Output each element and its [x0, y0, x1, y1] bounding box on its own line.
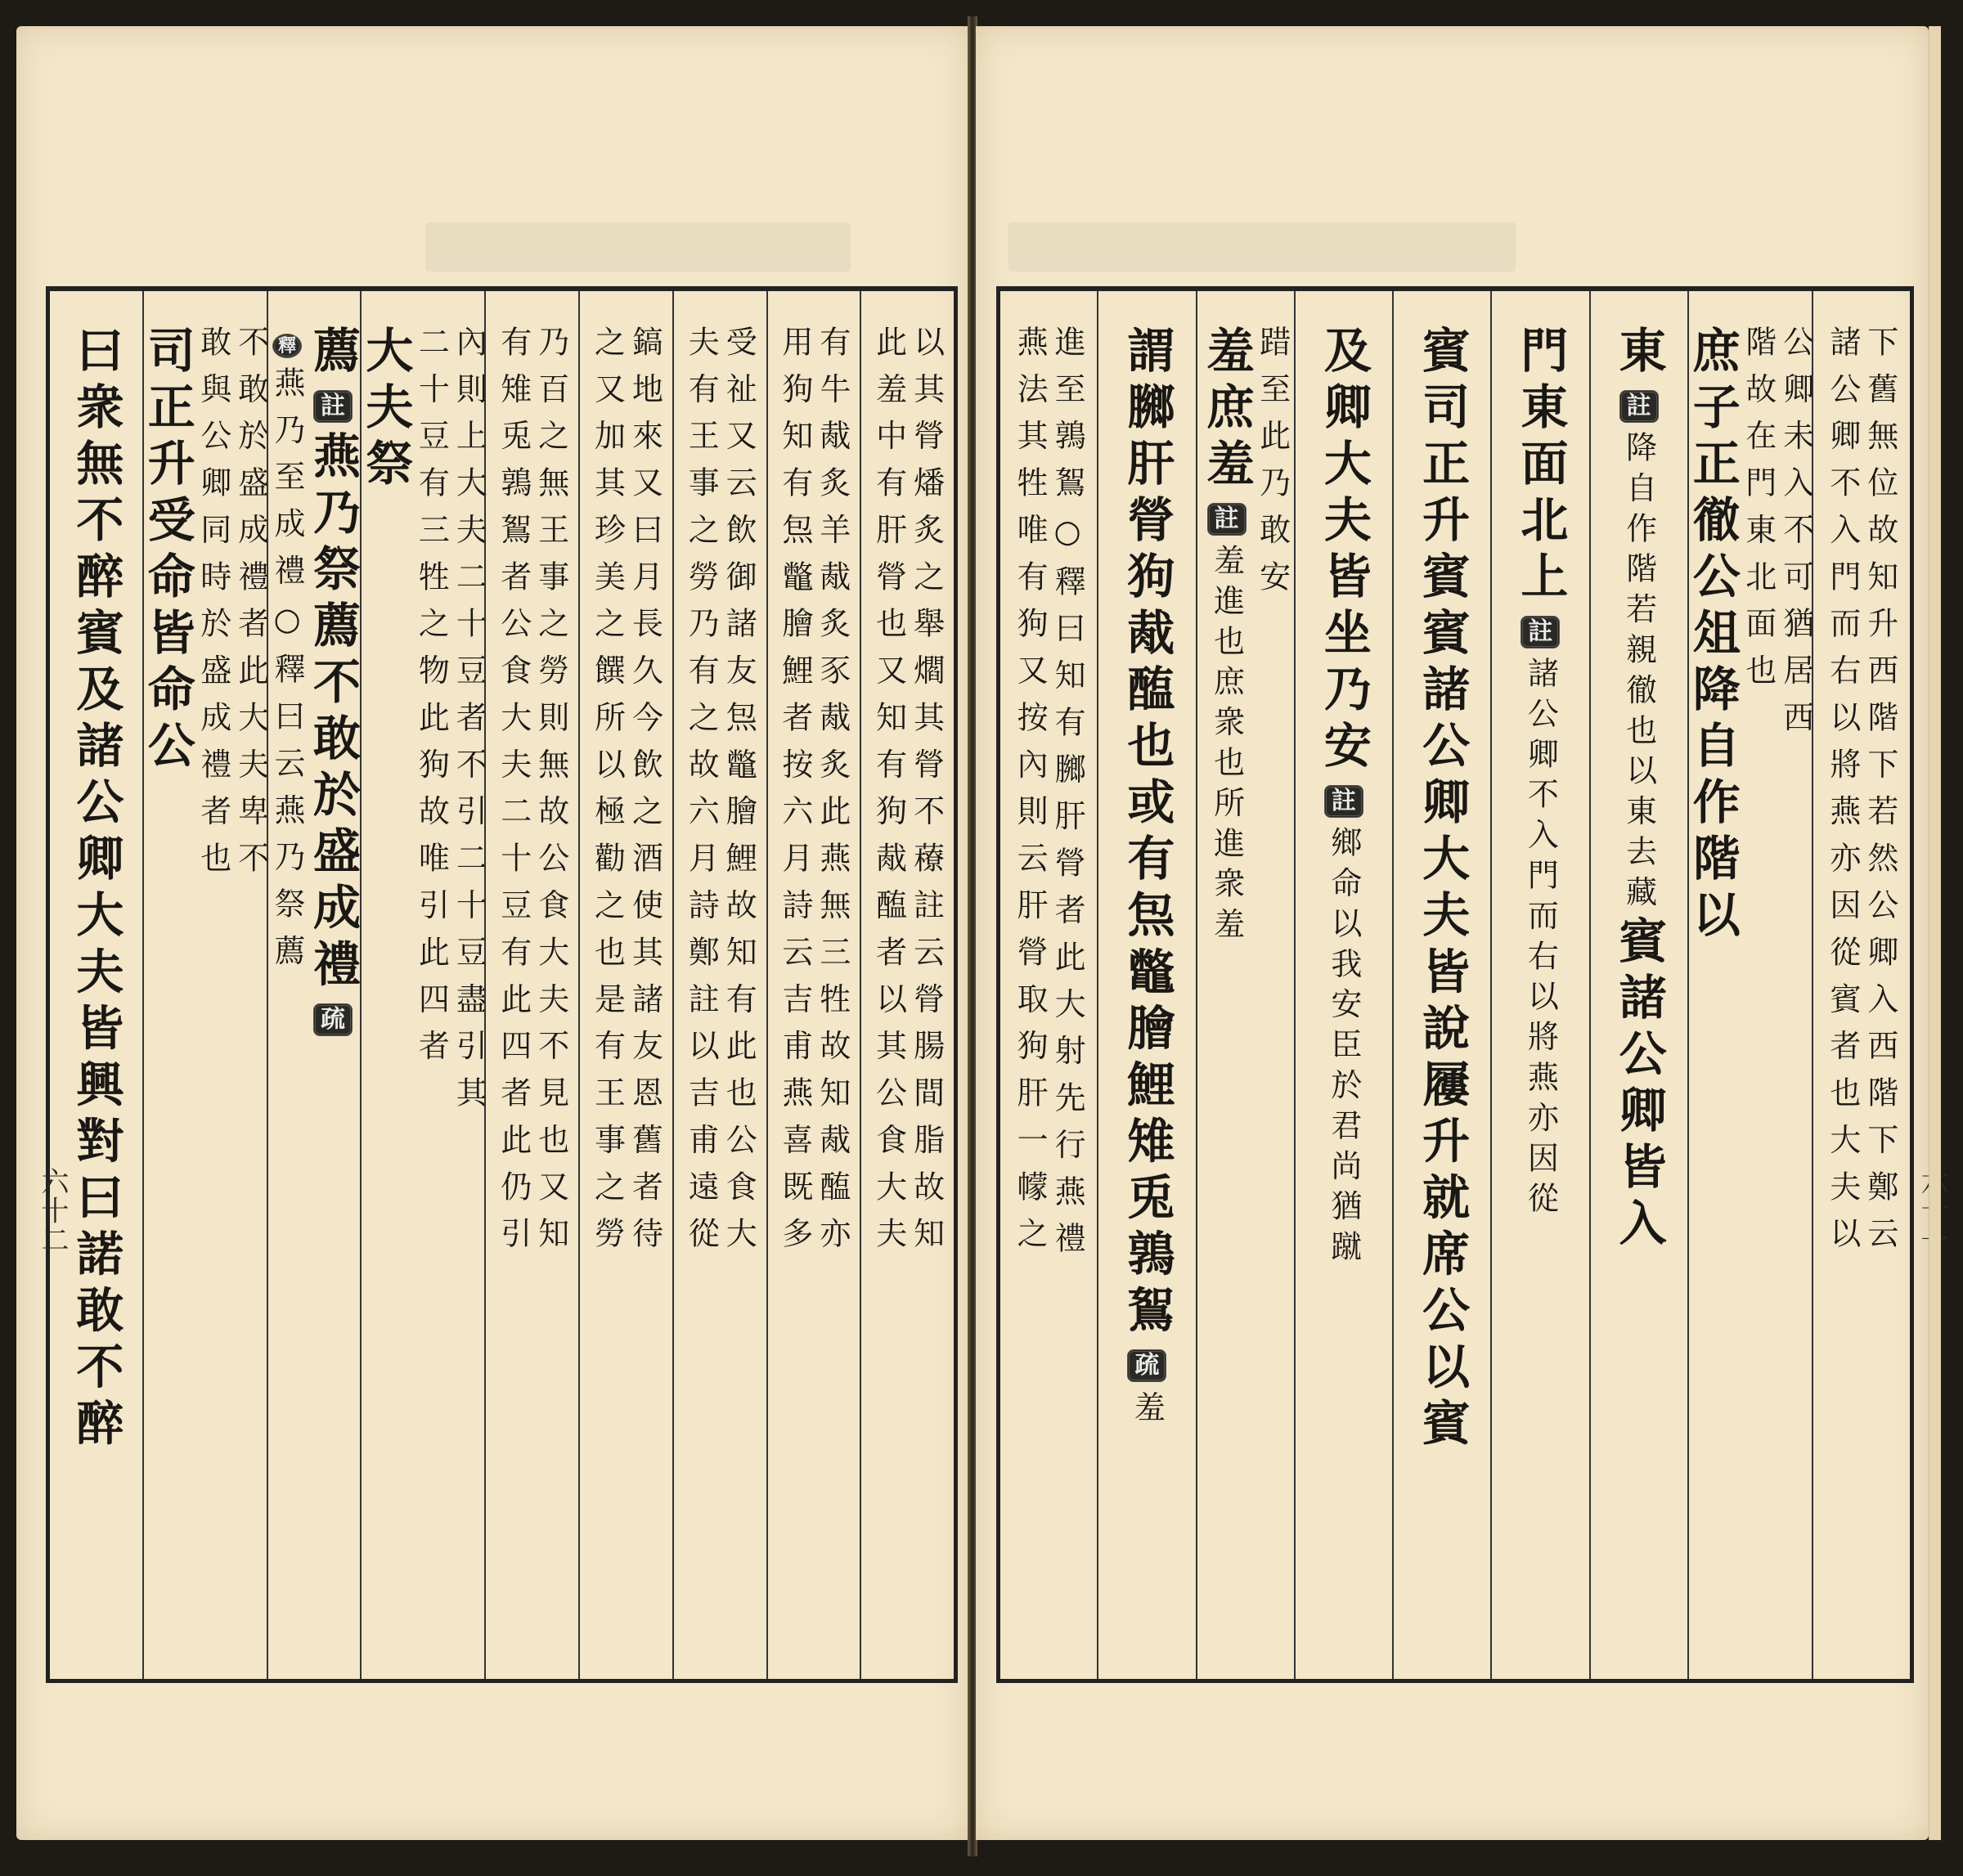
- text-segment: 夫有王事之勞乃有之故六月詩鄭註以吉甫遠從: [683, 325, 720, 1264]
- text-column: [267, 291, 361, 1679]
- commentary-line: [814, 325, 851, 1679]
- text-segment: 有牛胾炙羊胾炙豕胾炙此燕無三牲故知胾醢亦: [814, 325, 851, 1264]
- annotation-text: 羞進也庶衆也所進衆羞: [1208, 544, 1245, 949]
- main-text-line: [1610, 325, 1667, 1679]
- text-segment: 燕法其牲唯有狗又按內則云肝膋取狗肝一幪之: [1012, 325, 1049, 1264]
- commentary-line: [1012, 325, 1049, 1679]
- commentary-line: [1254, 325, 1291, 1679]
- text-column: [578, 291, 672, 1679]
- text-segment: 內則上大夫二十豆者不引二十豆盡引其: [451, 325, 487, 1124]
- text-column: [1000, 291, 1097, 1679]
- text-column: [50, 291, 142, 1679]
- text-column: [1097, 291, 1195, 1679]
- text-column: [484, 291, 578, 1679]
- text-segment: 以其膋燔炙之舉爓其膋不䕩註云膋腸間脂故知: [908, 325, 945, 1264]
- text-column: [860, 291, 954, 1679]
- page-edge: [1929, 26, 1941, 1840]
- text-segment: 公卿未入不可猶居西: [1777, 325, 1814, 748]
- text-column: [1812, 291, 1910, 1679]
- text-segment: 此羞中有肝膋也又知有狗胾醢者以其公食大夫: [870, 325, 907, 1264]
- text-segment: 乃百之無王事之勞則無故公食大夫不見也又知: [532, 325, 569, 1264]
- right-columns: [1000, 291, 1910, 1679]
- text-segment: 東: [1610, 325, 1667, 383]
- commentary-line: [532, 325, 569, 1679]
- text-column: [139, 291, 269, 1679]
- text-segment: 下舊無位故知升西階下若然公卿入西階下鄭云: [1862, 325, 1898, 1264]
- text-segment: 庶子正徹公俎降自作階以: [1684, 325, 1741, 947]
- left-columns: [50, 291, 954, 1679]
- text-segment: 有雉兎鶉鴽者公食大夫二十豆有此四者此仍引: [495, 325, 532, 1264]
- commentary-line: [1824, 325, 1861, 1679]
- main-text-line: [1198, 325, 1255, 1679]
- text-segment: 大夫祭: [357, 325, 414, 496]
- annotation-seal-mark: 註: [1619, 390, 1659, 423]
- text-column: [766, 291, 860, 1679]
- text-segment: 敢與公卿同時於盛成禮者也: [195, 325, 231, 889]
- commentary-line: [495, 325, 532, 1679]
- text-segment: 及卿大夫皆坐乃安: [1315, 325, 1372, 778]
- text-column: [357, 291, 487, 1679]
- main-text-line: [1684, 325, 1741, 1679]
- commentary-line: [1862, 325, 1898, 1679]
- annotation-text: 羞: [1129, 1390, 1166, 1431]
- text-segment: 羞庶羞: [1198, 325, 1255, 496]
- left-folio-number: 六十二: [36, 1167, 69, 1255]
- text-segment: 釋曰云燕乃祭薦: [269, 653, 306, 981]
- text-column: [1589, 291, 1687, 1679]
- commentary-line: [589, 325, 626, 1679]
- text-segment: 司正升受命皆命公: [139, 325, 195, 778]
- commentary-line: [627, 325, 663, 1679]
- text-segment: 鎬地來又曰月長久今飲之酒使其諸友恩舊者待: [627, 325, 663, 1264]
- commentary-line: [776, 325, 813, 1679]
- text-segment: 門東面北上: [1512, 325, 1569, 608]
- text-segment: 用狗知有炰鼈膾鯉者按六月詩云吉甫燕喜既多: [776, 325, 813, 1264]
- text-segment: 進至鶉鴽○釋曰知有膷肝膋者此大射先行燕禮: [1049, 325, 1086, 1269]
- main-text-line: [1315, 325, 1372, 1679]
- commentary-line: [683, 325, 720, 1679]
- text-segment: 二十豆有三牲之物此狗故唯引此四者: [413, 325, 450, 1077]
- text-column: [1196, 291, 1294, 1679]
- main-text-line: [1512, 325, 1569, 1679]
- annotation-text: 諸公卿不入門而右以將燕亦因從: [1522, 657, 1559, 1223]
- annotation-seal-mark: 註: [1207, 503, 1247, 536]
- annotation-seal-mark: 註: [313, 390, 353, 423]
- main-text-line: [68, 325, 124, 1679]
- text-segment: 賓諸公卿皆入: [1610, 915, 1667, 1254]
- commentary-line: [908, 325, 945, 1679]
- commentary-line: [195, 325, 231, 1679]
- annotation-text: 鄉命以我安臣於君尚猶蹴: [1325, 826, 1362, 1271]
- text-column: [1490, 291, 1588, 1679]
- main-text-line: [1119, 325, 1175, 1679]
- text-segment: 賓司正升賓賓諸公卿大夫皆說屨升就席公以賓: [1414, 325, 1471, 1455]
- annotation-seal-mark: 疏: [1127, 1349, 1166, 1382]
- text-segment: 薦: [305, 325, 362, 383]
- commentary-seal-mark: 疏: [313, 1003, 353, 1036]
- commentary-line: [269, 325, 306, 1679]
- main-text-line: [357, 325, 414, 1679]
- text-segment: 階故在門東北面也: [1740, 325, 1777, 702]
- text-segment: 曰衆無不醉賓及諸公卿大夫皆興對曰諾敢不醉: [68, 325, 124, 1455]
- text-segment: 謂膷肝膋狗胾醢也或有炰鼈膾鯉雉兎鶉鴽: [1119, 325, 1175, 1342]
- main-text-line: [139, 325, 195, 1679]
- annotation-seal-mark: 註: [1324, 785, 1363, 818]
- text-segment: 踖至此乃敢安: [1254, 325, 1291, 608]
- left-page: [16, 26, 969, 1840]
- commentary-line: [1740, 325, 1777, 1679]
- bleed-through-stain: [1008, 222, 1516, 272]
- text-segment: 燕乃祭薦不敢於盛成禮: [305, 431, 362, 996]
- text-column: [1294, 291, 1392, 1679]
- commentary-line: [1777, 325, 1814, 1679]
- commentary-seal-mark: 釋: [272, 334, 302, 358]
- text-column: [1392, 291, 1490, 1679]
- commentary-segment: 燕乃至成禮○: [269, 366, 306, 653]
- main-text-line: [305, 325, 362, 1679]
- text-column: [672, 291, 766, 1679]
- commentary-line: [451, 325, 487, 1679]
- right-text-frame: [996, 286, 1914, 1683]
- main-text-line: [1414, 325, 1471, 1679]
- commentary-line: [413, 325, 450, 1679]
- bleed-through-stain: [425, 222, 851, 272]
- commentary-line: [1049, 325, 1086, 1679]
- commentary-line: [870, 325, 907, 1679]
- annotation-seal-mark: 註: [1521, 616, 1560, 649]
- text-segment: 不敢於盛成禮者此大夫卑不: [232, 325, 269, 889]
- annotation-text: 降自作階若親徹也以東去藏: [1620, 431, 1657, 916]
- text-column: [1684, 291, 1814, 1679]
- text-segment: 之又加其珍美之饌所以極勸之也是有王事之勞: [589, 325, 626, 1264]
- text-segment: 諸公卿不入門而右以將燕亦因從賓者也大夫以: [1824, 325, 1861, 1264]
- right-page: [976, 26, 1929, 1840]
- commentary-line: [721, 325, 757, 1679]
- commentary-line: [232, 325, 269, 1679]
- left-text-frame: [46, 286, 958, 1683]
- text-segment: 受祉又云飲御諸友炰鼈膾鯉故知有此也公食大: [721, 325, 757, 1264]
